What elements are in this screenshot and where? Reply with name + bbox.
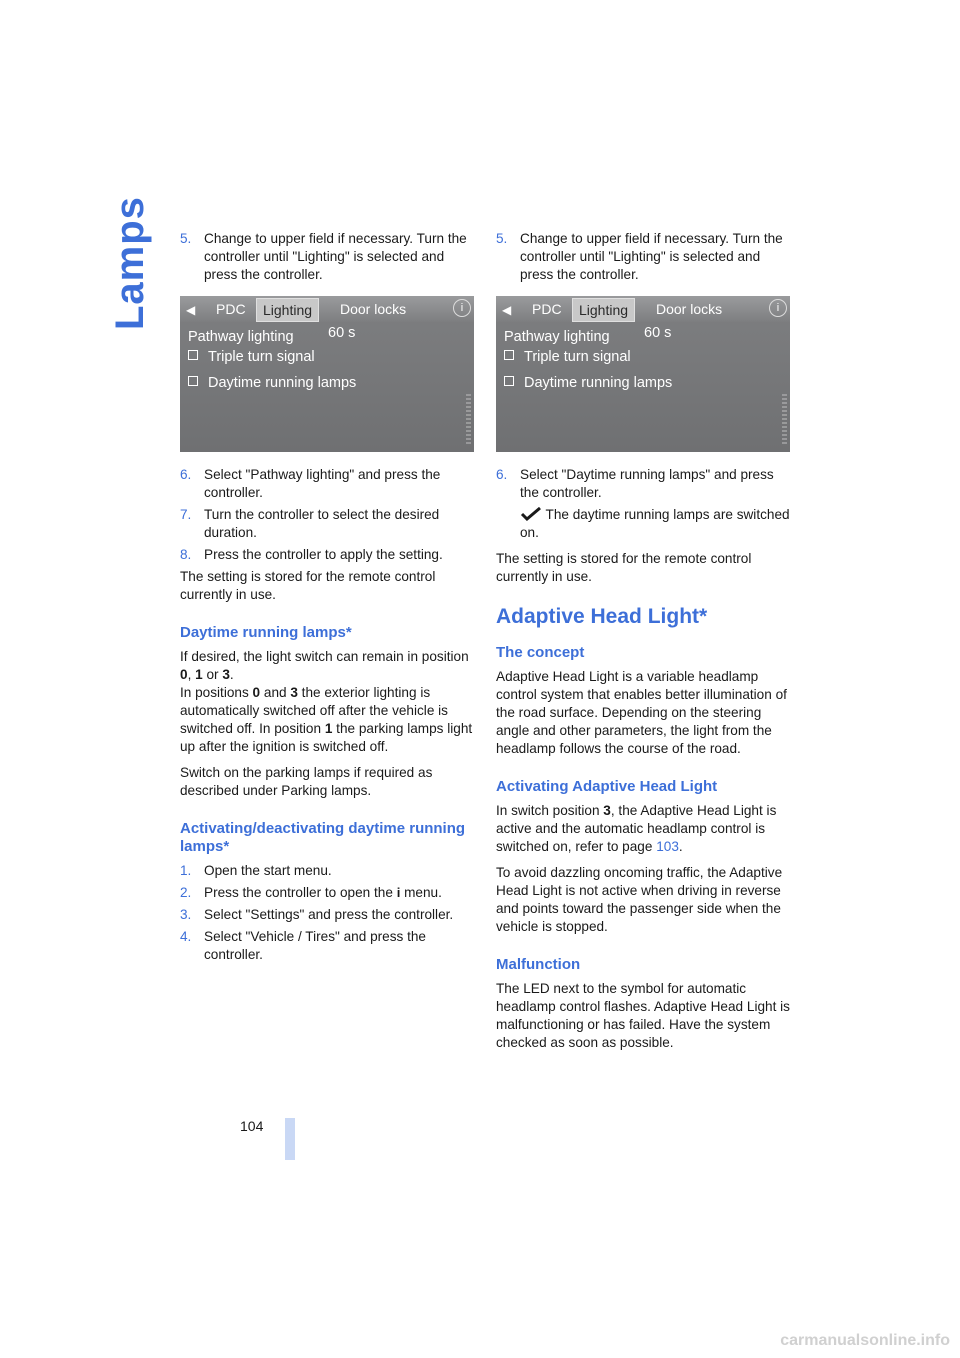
stored-note: The setting is stored for the remote control currently in use. xyxy=(180,569,436,602)
page-marker-bar xyxy=(285,1118,295,1160)
step-number: 7. xyxy=(180,507,192,522)
step-text: Press the controller to apply the setting. xyxy=(204,547,443,562)
step-text: Select "Vehicle / Tires" and press the controller. xyxy=(204,929,426,962)
triple-turn-signal-row: Triple turn signal xyxy=(188,348,315,366)
tab-lighting: Lighting xyxy=(572,298,635,322)
step-number: 3. xyxy=(180,907,192,922)
screen-tab-bar xyxy=(180,296,474,322)
step-item xyxy=(180,466,476,502)
step-item xyxy=(180,230,476,284)
info-icon: i xyxy=(769,299,787,317)
info-menu-icon: i xyxy=(396,885,401,900)
tab-pdc: PDC xyxy=(216,301,246,317)
page-link[interactable]: 103 xyxy=(656,839,679,854)
step-text: Turn the controller to select the desired duration. xyxy=(204,507,440,540)
left-column xyxy=(180,230,476,968)
info-icon: i xyxy=(453,299,471,317)
image-code-stamp xyxy=(466,394,471,444)
step-text: Select "Pathway lighting" and press the controller. xyxy=(204,467,441,500)
tab-door-locks: Door locks xyxy=(340,301,407,317)
step-number: 5. xyxy=(180,231,192,246)
tab-lighting: Lighting xyxy=(256,298,319,322)
step-item xyxy=(496,466,792,502)
left-arrow-icon: ◀ xyxy=(502,303,512,317)
step-text: Select "Daytime running lamps" and press the controller. xyxy=(520,467,774,500)
step-number: 5. xyxy=(496,231,508,246)
step-item xyxy=(180,862,476,880)
screen-tab-bar xyxy=(496,296,790,322)
activating-paragraph: In switch position 3, the Adaptive Head Light is active and the automatic headlamp control is switched on, refer to page 103. xyxy=(496,803,777,854)
pathway-lighting-value: 60 s xyxy=(644,325,672,341)
step-item xyxy=(180,928,476,964)
checkbox-icon xyxy=(188,350,198,360)
step-item xyxy=(180,906,476,924)
heading-activating-adaptive: Activating Adaptive Head Light xyxy=(496,778,718,795)
tab-door-locks: Door locks xyxy=(656,301,723,317)
step-text: Open the start menu. xyxy=(204,863,332,878)
pathway-lighting-label: Pathway lighting xyxy=(504,329,610,345)
checkbox-icon xyxy=(504,376,514,386)
step-number: 1. xyxy=(180,863,192,878)
heading-the-concept: The concept xyxy=(496,644,585,661)
watermark: carmanualsonline.info xyxy=(780,1332,950,1349)
malfunction-paragraph: The LED next to the symbol for automatic headlamp control flashes. Adaptive Head Light is malfunctioning or has failed. Have the system checked as soon as possible. xyxy=(496,981,790,1050)
step-number: 2. xyxy=(180,885,192,900)
checkmark-note: The daytime running lamps are switched on. xyxy=(520,507,790,540)
daytime-paragraph: If desired, the light switch can remain in position 0, 1 or 3. In positions 0 and 3 the exterior lighting is automatically switched off after the vehicle is switched off. In position 1 the parking lamps light up after the ignition is switched off. xyxy=(180,649,473,754)
step-text: Press the controller to open the i menu. xyxy=(204,885,442,900)
heading-adaptive-head-light: Adaptive Head Light* xyxy=(496,605,708,628)
step-text: Select "Settings" and press the controller. xyxy=(204,907,454,922)
left-arrow-icon: ◀ xyxy=(186,303,196,317)
stored-note: The setting is stored for the remote control currently in use. xyxy=(496,551,752,584)
tab-pdc: PDC xyxy=(532,301,562,317)
pathway-lighting-label: Pathway lighting xyxy=(188,329,294,345)
step-number: 6. xyxy=(180,467,192,482)
chapter-title: Lamps xyxy=(108,196,152,330)
step-item xyxy=(496,230,792,284)
daytime-running-lamps-row: Daytime running lamps xyxy=(188,374,356,392)
idrive-screen-right xyxy=(496,296,790,452)
pathway-lighting-value: 60 s xyxy=(328,325,356,341)
page-number: 104 xyxy=(240,1118,264,1134)
concept-paragraph: Adaptive Head Light is a variable headlamp control system that enables better illumination of the road surface. Depending on the steering angle and other parameters, the light from the headlamp follows the course of the road. xyxy=(496,669,787,756)
daytime-running-lamps-row: Daytime running lamps xyxy=(504,374,672,392)
step-item xyxy=(180,884,476,902)
dazzling-paragraph: To avoid dazzling oncoming traffic, the Adaptive Head Light is not active when driving in reverse and points toward the passenger side when the vehicle is stopped. xyxy=(496,865,783,934)
right-column xyxy=(496,230,792,1060)
parking-lamps-paragraph: Switch on the parking lamps if required as described under Parking lamps. xyxy=(180,765,433,798)
step-item xyxy=(180,506,476,542)
checkbox-icon xyxy=(504,350,514,360)
step-number: 4. xyxy=(180,929,192,944)
idrive-screen-left xyxy=(180,296,474,452)
triple-turn-signal-row: Triple turn signal xyxy=(504,348,631,366)
checkmark-icon xyxy=(520,507,542,521)
heading-daytime-running-lamps: Daytime running lamps* xyxy=(180,624,352,641)
checkbox-icon xyxy=(188,376,198,386)
step-number: 8. xyxy=(180,547,192,562)
step-text: Change to upper field if necessary. Turn the controller until "Lighting" is selected and press the controller. xyxy=(520,231,783,282)
image-code-stamp xyxy=(782,394,787,444)
step-item xyxy=(180,546,476,564)
heading-activating-daytime: Activating/deactivating daytime running lamps* xyxy=(180,820,466,855)
step-number: 6. xyxy=(496,467,508,482)
heading-malfunction: Malfunction xyxy=(496,956,581,973)
step-text: Change to upper field if necessary. Turn the controller until "Lighting" is selected and press the controller. xyxy=(204,231,467,282)
